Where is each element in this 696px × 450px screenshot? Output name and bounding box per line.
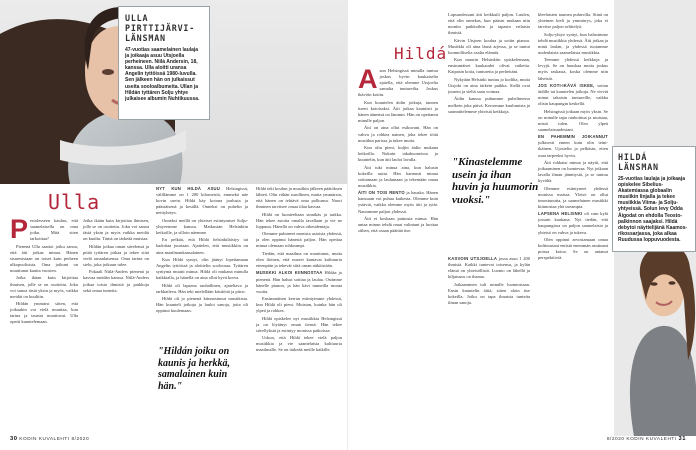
- right-footer-text: 8/2020 KODIN KUVALEHTI: [606, 437, 677, 442]
- right-col-2: [448, 12, 530, 154]
- right-col-3-p1: kleelaisten taumea puhuvilla. Siinä on yhteinen kieli ja ymmärrys, joka ei tarvitse paljon selittelyä.: [538, 12, 608, 30]
- right-page-number: 31: [678, 436, 686, 442]
- left-col-2-p3: Pokaali Niilá-Anders pienenä ja kasvaa meidän kanssa. Niilá-Anders joikaa toisia ihmisiä ja paikkoja sekä omaa tunteita.: [83, 269, 149, 293]
- left-col-3-p6: Hildá oli jo pienenä kiinnostunut musiikista. Hän kuunteli joikuja ja lauloi sanoja, joita oli oppinut kuulemaan.: [156, 296, 248, 314]
- left-col-4-p3: Olemme puhuneet monista asioista yhdessä, ja olen oppinut hänestä paljon. Hän opettaa minua olemaan rohkeampi.: [256, 231, 342, 249]
- right-col-3-lead-b: EN PAHEMMIN JOIKANNUT: [538, 134, 608, 140]
- left-footer-text: KODIN KUVALEHTI 8/2020: [19, 437, 90, 442]
- right-col-3-p8: Olemme esiintyneet yhdessä monissa maissa. Yleisö on ollut innostunutta, ja saamelainen musiikki kiinnostaa yhä useampia.: [538, 185, 608, 209]
- hilda-heading: Hildá: [394, 44, 448, 63]
- right-col-2b-p1: KASVOIN UTSJOELLA jossa asuu 1 200 ihmistä. Kaikki tuntevat toisensa, ja kylän elämä on yhteisöllistä. Luonto on lähellä ja hiljaisuus on ihanaa.: [448, 256, 530, 280]
- ulla-name-title: ULLA PIRTTIJÄRVI-LÄNSMAN: [125, 13, 196, 43]
- left-footer: [10, 436, 89, 442]
- left-col-4-p2: Hildá on luonteeltaan sinnikäs ja tarkka. Hän tekee asioita omalla tavallaan ja vie ne loppuun. Hänellä on vahva oikeudentaju.: [256, 211, 342, 229]
- left-col-1-p4: Hildán ymmärsi sitten, että joikaakin voi vielä muuttaa, kun tarina ja taustat muuttuvat. Ulla opetti kuuntelemaan.: [10, 301, 78, 325]
- hilda-name-title: HILDÁ LÄNSMAN: [618, 152, 659, 172]
- right-page: [348, 0, 696, 450]
- left-col-1-p1: P ertolesseen kauluu, että saamelaisella on oma joiku. Mitä siten tarkoittaa?: [10, 218, 78, 244]
- left-col-4-p4: Tiedän, että maailma on muuttunut, mutta olen iloinen, että nuoret kantavat kulttuuria eteenpäin ja tekevät siitä oman näköistään.: [256, 250, 342, 269]
- hilda-bio-text: 25-vuotias laulaja ja joikaaja opiskelee Sibelius-Akatemiassa globaalin musiikin linjalla ja tekee musiikkia Viima- ja Solju-yhtyeissä. Solun levy Odda Áigodat on ehdolla Teosto-palkinnon saajaksi. Hildá debytoi näyttelijänä Kaamos-rikossarjassa, joka alkaa Ruudussa loppuvuodesta.: [618, 176, 688, 243]
- left-col-4-p1: Hildá teki koulun ja musiikin jälkeen päätöksen lähteä. Olin vähän surullinen, mutta ymmärsin, että hänen on tehtävä oma polkunsa. Nuori ihminen tarvitsee omaa tilaa kasvaa.: [256, 186, 342, 210]
- right-col-3-p2: Solju-yhtye syntyi, kun halusimme tehdä musiikkia yhdessä. Äiti joikaa ja minä laulan, ja yhdessä tuotamme uudenlaista saamelaista musiikkia.: [538, 31, 608, 55]
- right-col-1: [358, 68, 438, 430]
- right-col-1-p3: Äiti on aina ollut esikuvani. Hän on vahva ja rohkea nainen, joka tekee töitä musiikin parissa ja tukee muita.: [358, 125, 438, 143]
- right-col-3-lead-a: JOS KOTI-IKÄVÄ ISKEE,: [538, 82, 595, 88]
- left-col-1-p2: Pienenä Ulla saattoi joiku sanoa, että äiti joikaa minua. Hänen sisaresistaan on toiset kuin perheen ulkopuolisista. Oma joikuni on muuttunut kautta vuosien.: [10, 243, 78, 274]
- left-col-3-p2: Onneksi meillä on yhteiset esiintymiset Solju-yhtyeemme kanssa. Matkustan Helsinkiin keikoille, ja silloin näemme.: [156, 217, 248, 235]
- right-col-2b-p2: Joikaaminen tuli minulle luonnostaan. Ensin kuuntelin äitiä, sitten aloin itse kokeilla. Joiku on tapa ilmaista tunteita ilman sanoja.: [448, 281, 530, 305]
- right-col-2-p4: Nykyään Helsinki tuntuu jo kodilta, mutta Utsjoki on aina tärkein paikka. Siellä ovat juureni ja sieltä saan voimaa.: [448, 76, 530, 95]
- ulla-bio-box: [118, 6, 210, 120]
- left-col-1-p3: Joika ikäan kuin kirjoittaa ihmisen, jolle se on osoitettu. Joku voi sanoa tästä yksin ja myös, vaikka meidät on kuultiin.: [10, 275, 78, 299]
- left-col-4-p6: Ensimmäisen kerran esiintyimme yhdessä, kun Hildá oli pieni. Muistan, kuinka hän oli ylpeä ja rohkea.: [256, 296, 342, 314]
- left-col-3: [156, 186, 248, 430]
- right-col-3-p4: JOS KOTI-IKÄVÄ ISKEE, soitan äidille tai kuuntelen joikuja. Ne vievät minut takaisin tuntureille, vaikka olisin kaupungin keskellä.: [538, 82, 608, 107]
- left-col-2-p2: Hildán joikaa oman sävelensä ja pitää tyttären joikaa ja tekee siitä vielä omanlaisensa. Oma tarina on sielu, joka joikuun tulee.: [83, 243, 149, 267]
- left-page-number: 30: [10, 436, 18, 442]
- right-col-3-p5: Helsingissä joikaan myös yksin. Se on minulle tapa rauhoittua ja muistaa, mistä tulen. Olen ylpeä saamelaisuudestani.: [538, 108, 608, 132]
- right-col-1-p1: A sun Helsingissä minulla tuntuu joskus hyvin kaukaiselta ajatella, että olemme Utsjoelta samalta tuntureilta. Joskus ikävöin kotiin.: [358, 68, 438, 98]
- right-col-2-p2: Kävin Utsjoen koulua ja soitin pianoa. Musiikki oli aina läsnä arjessa, ja se tuntui luonnolliselta osalta elämää.: [448, 37, 530, 55]
- left-col-4-p5: MUSIIKKI ALKOI KIINNOSTAA Hildáa jo pienenä. Hän halusi soittaa ja laulaa. Ostimme hänelle pianon, ja hän kävi tunneilla monta vuotta.: [256, 270, 342, 294]
- left-col-3-p1: NYT KUN HILDÁ ASUU Helsingissä, välillämme on 1 200 kilometriä, emmekä näe kovin usein. Hildá käy kotona joulusta ja pääsiäisenä ja kesällä. Onneksi on puhelin ja nettiyhteys.: [156, 186, 248, 216]
- right-col-1-lead: ÄITI ON TOSI RENTO: [358, 190, 405, 196]
- ulla-bio-text: 47-vuotias saamelainen laulaja ja joikaaja asuu Utsjoella perheineen. Niilá Andersin, 18, kanssa. Ulla aloitti uransa Angelin tyttöissä 1980-luvulla. Sen jälkeen hän on julkaissut useita sooloalbumeita. Ullan ja Hildán tyttären Solju yhtye julkaisee albumin Nuhtikuussa.: [125, 47, 200, 102]
- left-col-2: [83, 218, 149, 430]
- right-col-2-p5: Äidin kanssa puhumme puhelimessa melkein joka päivä. Kerromme kuulumisia ja suunnittelemme yhteisiä keikkoja.: [448, 96, 530, 114]
- ulla-heading: Ulla: [48, 190, 101, 214]
- left-col-4-p7: Hildá opiskelee nyt musiikkia Helsingissä ja on löytänyt oman tiensä. Hän tekee sävellyksiä ja esiintyy monissa paikoissa.: [256, 315, 342, 333]
- right-col-3-p9: LAPSENA HELSINKI oli vain kylä jossain kaukana. Nyt tiedän, että kaupungissa on paljon saamelaisia ja yhteisö on vahva ja tukeva.: [538, 211, 608, 235]
- right-col-3-p6: EN PAHEMMIN JOIKANNUT julkisesti ennen kuin olin teini-ikäinen. Ujostelin ja pelkäsin, etten osaa tarpeeksi hyvin.: [538, 134, 608, 158]
- hilda-bio-box: [612, 146, 696, 252]
- left-col-3-p3: En pelkää, että Hildá helsinkiläistyy tai kadottaa juuriaan. Ajattelen, että musiikkiin on aina maailmankansalainen.: [156, 237, 248, 255]
- right-col-3-p10: Olen oppinut arvostamaan omaa kulttuuriani entistä enemmän asuttuani poissa kotoa. Se on antanut perspektiiviä.: [538, 236, 608, 261]
- left-col-4-lead: MUSIIKKI ALKOI KIINNOSTAA: [256, 270, 323, 276]
- right-col-1-p5: Äiti tuki minua aina, kun halusin kokeilla uutta. Hän kannusti minua soittamaan ja laulamaan ja tekemään omaa musiikkia.: [358, 164, 438, 188]
- right-col-2-lead: KASVOIN UTSJOELLA: [448, 256, 498, 261]
- right-col-3-lead-c: LAPSENA HELSINKI: [538, 211, 583, 217]
- left-col-4-p8: Uskon, että Hildá tekee vielä paljon musiikkia ja vie saamelaista kulttuuria maailmalle. Se on tärkeää meille kaikille.: [256, 335, 342, 353]
- right-col-2b: [448, 256, 530, 430]
- right-col-2-p3: Kun muutin Helsinkiin opiskelemaan, ensimmäiset kuukaudet olivat vaikeita. Kaipasin kotia, tuntureita ja perhettäni.: [448, 57, 530, 75]
- right-col-3: [538, 12, 608, 430]
- left-col-1: [10, 218, 78, 430]
- left-col-2-p1: Joika ikään kuin kirjoittaa ihmisen, jolle se on osoitettu. Joku voi sanoa tästä yksin ja myös vaikka meidät on kuultu. Tämä on tärkeää muistaa.: [83, 218, 149, 242]
- right-col-2-p1: Lapsuudessani äiti keikkaili paljon. Luulen, että olin onnekas, kun pääsin mukaan niin moniin paikkoihin ja tapasin erilaisia ihmisiä.: [448, 12, 530, 36]
- left-col-4: [256, 186, 342, 430]
- right-footer: [607, 436, 686, 442]
- right-col-1-p4: Kun olin pieni, kuljin äidin mukana keikoilla. Nukuin takahuoneissa ja kuuntelin, kun äiti lauloi lavalla.: [358, 145, 438, 163]
- left-col-3-lead: NYT KUN HILDÁ ASUU: [156, 186, 221, 191]
- right-pull-quote: "Kinastelemme usein ja ihan huvin ja huumorin vuoksi.": [452, 156, 539, 206]
- left-col-3-p5: Hildá oli lapsena rauhallinen, ajateltava ja tarkkaileva. Hän teki mielellään käsitöitä ja piirsi.: [156, 282, 248, 294]
- left-col-3-p4: Kun Hildá syntyi, olin jäänyt lopettamaan Angelin tyttöissä ja aloittelin soolouraa. Tyttären syntymä muutti minua. Hildá oli mukana minulla kaikkialla, ja hänellä on aina ollut hyvä korva.: [156, 256, 248, 281]
- right-col-3-p7: Äiti rohkaisi minua ja näytti, että joikaaminen on luontevaa. Nyt joikaan lavalla ilman jännitystä, ja se tuntuu hyvältä.: [538, 159, 608, 184]
- right-col-3-p3: Teemme yhdessä keikkoja ja levyjä. Se on hauskaa mutta joskus myös raskasta, koska olemme niin läheisiä.: [538, 57, 608, 81]
- left-dropcap: P: [10, 218, 29, 244]
- right-col-1-p2: Kun kuuntelen äidin joikuja, tunnen itseni kotoisaksi. Äiti joikaa kauniisti ja hänen äänensä on lämmin. Hän on opettanut minulle paljon.: [358, 99, 438, 124]
- right-col-1-p6: ÄITI ON TOSI RENTO ja hauska. Hänen kanssaan voi puhua kaikesta. Olemme kuin ystäviä, vaikka olemme myös äiti ja tytär. Nauramme paljon yhdessä.: [358, 190, 438, 214]
- right-col-1-p7: Äiti ei koskaan painosta minua. Hän antaa minun tehdä omat valintani ja luottaa siihen, että osaan päättää itse.: [358, 215, 438, 234]
- left-pull-quote: "Hildán joiku on kaunis ja herkkä, samalainen kuin hän.": [158, 346, 230, 392]
- right-dropcap: A: [358, 68, 378, 94]
